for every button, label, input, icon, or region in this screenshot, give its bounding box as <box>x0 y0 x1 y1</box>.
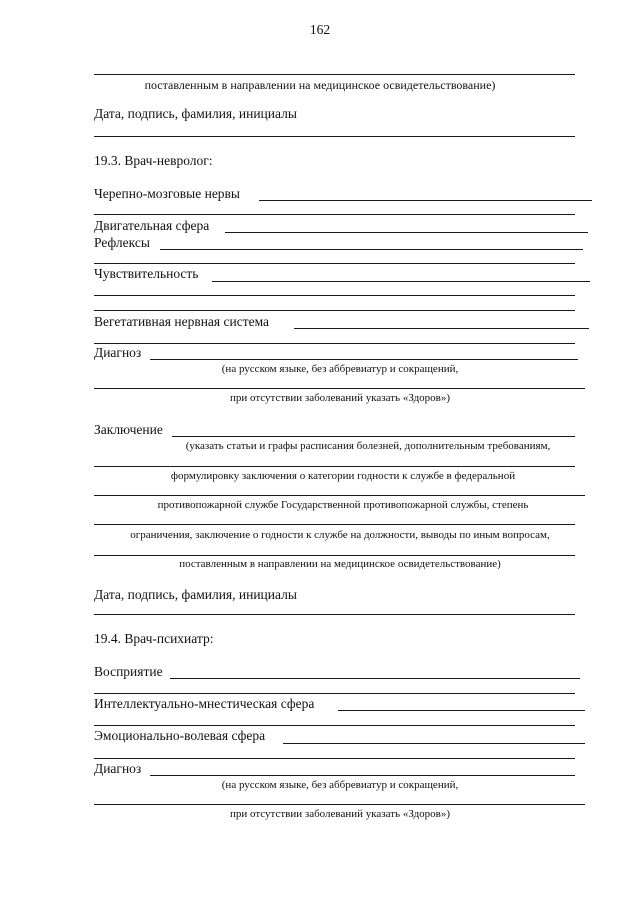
fill-line[interactable] <box>94 495 585 496</box>
diagnosis-label: Диагноз <box>94 345 142 360</box>
reflexes-field[interactable] <box>160 249 583 250</box>
fill-line[interactable] <box>94 388 585 389</box>
sensitivity-field[interactable] <box>212 281 590 282</box>
fill-line[interactable] <box>94 804 585 805</box>
emotional-label: Эмоционально-волевая сфера <box>94 728 266 743</box>
conclusion-field[interactable] <box>172 436 575 437</box>
sensitivity-label: Чувствительность <box>94 266 199 281</box>
motor-sphere-label: Двигательная сфера <box>94 218 210 233</box>
fill-line <box>94 74 575 75</box>
fill-line[interactable] <box>94 524 575 525</box>
intellect-field[interactable] <box>338 710 585 711</box>
conclusion-note: поставленным в направлении на медицинское освидетельствование) <box>179 558 501 570</box>
motor-sphere-field[interactable] <box>225 232 588 233</box>
perception-field[interactable] <box>170 678 580 679</box>
reflexes-label: Рефлексы <box>94 235 150 250</box>
fill-line[interactable] <box>94 466 575 467</box>
psych-diagnosis-label: Диагноз <box>94 761 142 776</box>
psych-diagnosis-field[interactable] <box>150 775 575 776</box>
conclusion-note: ограничения, заключение о годности к службе на должности, выводы по иным вопросам, <box>130 529 550 541</box>
diagnosis-note: (на русском языке, без аббревиатур и сокращений, <box>221 363 459 375</box>
diagnosis-field[interactable] <box>150 359 578 360</box>
vegetative-field[interactable] <box>294 328 589 329</box>
signature-line-1[interactable] <box>94 136 575 137</box>
signature-label-2: Дата, подпись, фамилия, инициалы <box>94 587 297 602</box>
fill-line[interactable] <box>94 725 575 726</box>
fill-line[interactable] <box>94 263 575 264</box>
cranial-nerves-field[interactable] <box>259 200 592 201</box>
fill-line[interactable] <box>94 214 575 215</box>
fill-line[interactable] <box>94 555 575 556</box>
intellect-label: Интеллектуально-мнестическая сфера <box>94 696 315 711</box>
signature-line-2[interactable] <box>94 614 575 615</box>
fill-line[interactable] <box>94 310 575 311</box>
signature-label-1: Дата, подпись, фамилия, инициалы <box>94 106 297 121</box>
conclusion-label: Заключение <box>94 422 163 437</box>
perception-label: Восприятие <box>94 664 163 679</box>
conclusion-note: противопожарной службе Государственной противопожарной службы, степень <box>157 499 529 511</box>
conclusion-note: (указать статьи и графы расписания болезней, дополнительным требованиям, <box>185 440 551 452</box>
vegetative-label: Вегетативная нервная система <box>94 314 270 329</box>
page-number: 162 <box>309 22 331 37</box>
diagnosis-note: при отсутствии заболеваний указать «Здоров») <box>229 392 451 404</box>
fill-line[interactable] <box>94 758 575 759</box>
emotional-field[interactable] <box>283 743 585 744</box>
top-note: поставленным в направлении на медицинское освидетельствование) <box>144 78 496 92</box>
psych-diagnosis-note: при отсутствии заболеваний указать «Здоров») <box>229 808 451 820</box>
fill-line[interactable] <box>94 295 575 296</box>
fill-line[interactable] <box>94 693 575 694</box>
conclusion-note: формулировку заключения о категории годности к службе в федеральной <box>170 470 516 482</box>
neurologist-heading: 19.3. Врач-невролог: <box>94 153 213 168</box>
cranial-nerves-label: Черепно-мозговые нервы <box>94 186 241 201</box>
psych-diagnosis-note: (на русском языке, без аббревиатур и сокращений, <box>221 779 459 791</box>
psychiatrist-heading: 19.4. Врач-психиатр: <box>94 631 214 646</box>
fill-line[interactable] <box>94 343 575 344</box>
